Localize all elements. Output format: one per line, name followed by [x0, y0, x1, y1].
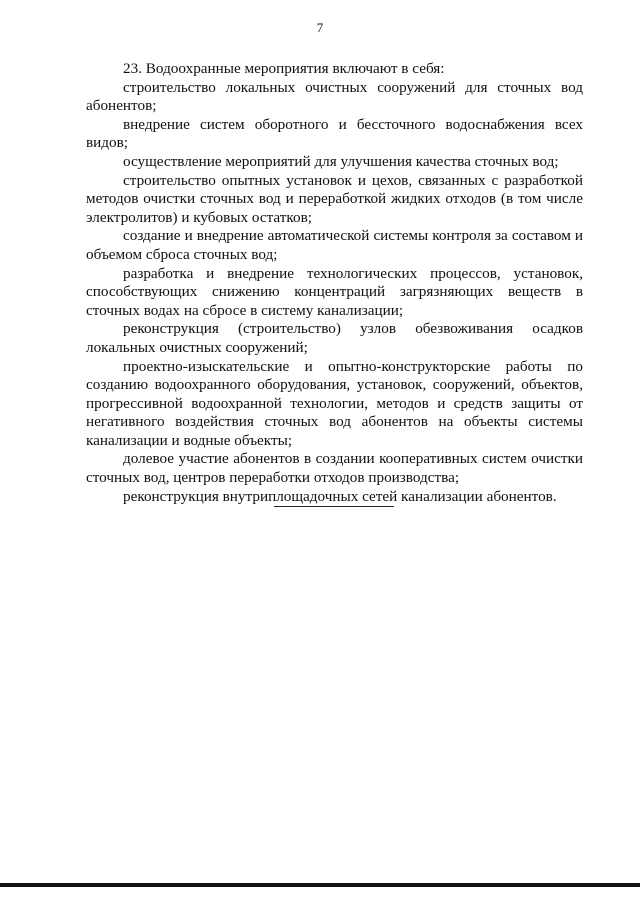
scan-edge-bar — [0, 883, 640, 887]
list-item: осуществление мероприятий для улучшения качества сточных вод; — [123, 152, 559, 170]
list-item: строительство опытных установок и цехов, связанных с разработкой методов очистки сточных вод и переработкой жидких отходов (в том числе электролитов) и кубовых остатков; — [86, 171, 583, 226]
document-body — [86, 60, 583, 506]
list-item: создание и внедрение автоматической системы контроля за составом и объемом сброса сточных вод; — [86, 227, 583, 263]
list-item: реконструкция (строительство) узлов обезвоживания осадков локальных очистных сооружений; — [86, 320, 583, 356]
page-number: 7 — [316, 20, 324, 35]
list-item: проектно-изыскательские и опытно-конструкторские работы по созданию водоохранного оборудования, установок, сооружений, объектов, прогрессивной водоохранной технологии, методов и средств защиты от негативного воздействия сточных вод абонентов на объекты системы канализации и водные объекты; — [86, 357, 583, 449]
end-separator-line — [274, 506, 394, 507]
section-heading: 23. Водоохранные мероприятия включают в себя: — [123, 60, 445, 77]
list-item: реконструкция внутриплощадочных сетей канализации абонентов. — [123, 487, 557, 505]
list-item: долевое участие абонентов в создании кооперативных систем очистки сточных вод, центров переработки отходов производства; — [86, 450, 583, 487]
list-item: строительство локальных очистных сооружений для сточных вод абонентов; — [86, 78, 583, 115]
list-item: разработка и внедрение технологических процессов, установок, способствующих снижению концентраций загрязняющих веществ в сточных водах на сбросе в систему канализации; — [86, 264, 583, 319]
list-item: внедрение систем оборотного и бессточного водоснабжения всех видов; — [86, 115, 583, 152]
